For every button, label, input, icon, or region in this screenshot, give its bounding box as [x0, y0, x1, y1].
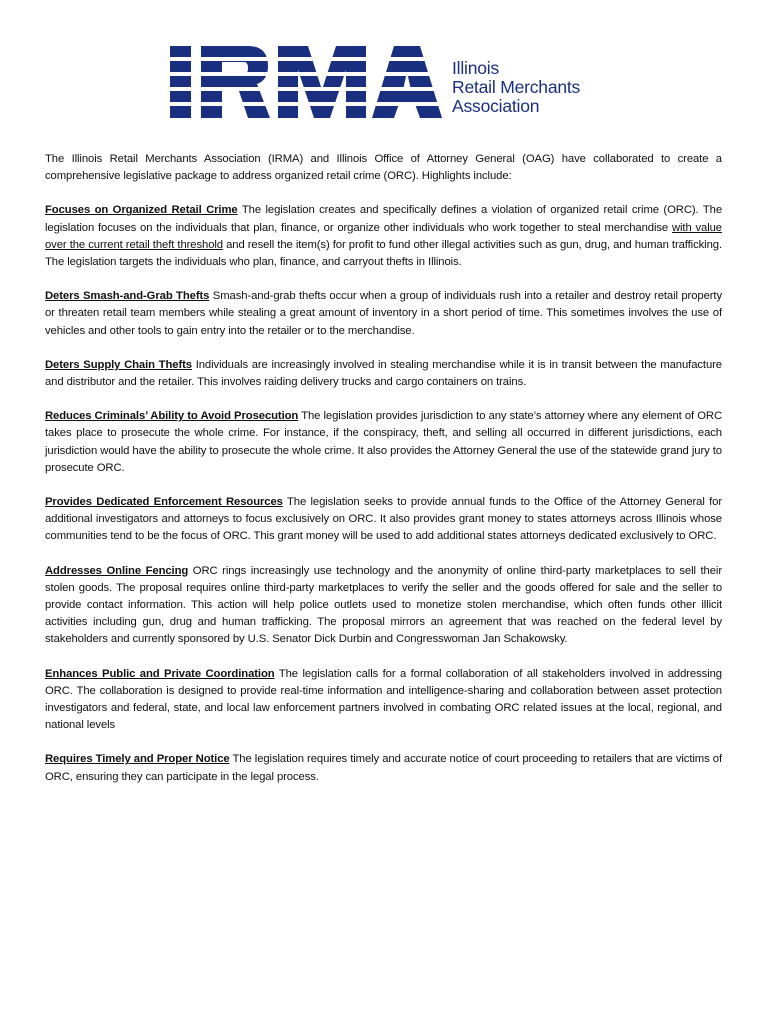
section-enforcement-resources — [45, 494, 722, 546]
section-text: Smash-and-grab thefts occur when a group of individuals rush into a retailer and destroy retail property or threaten retail team members while stealing a great amount of inventory in a short period of time. This sometimes involves the use of vehicles and other tools to gain entry into the retailer or to the merchandise. — [45, 290, 723, 337]
section-text: and resell the item(s) for profit to fund other illegal activities such as gun, drug, and human trafficking. The legislation targets the individuals who plan, finance, and carryout thefts in Illinois. — [45, 238, 722, 269]
intro-paragraph: The Illinois Retail Merchants Association (IRMA) and Illinois Office of Attorney General (OAG) have collaborated to create a comprehensive legislative package to address organized retail crime (ORC). Highlights include: — [45, 153, 722, 183]
section-heading: Enhances Public and Private Coordination — [45, 667, 275, 680]
section-heading: Deters Smash-and-Grab Thefts — [45, 290, 210, 303]
section-text: The legislation requires timely and accurate notice of court proceeding to retailers that are victims of ORC, ensuring they can participate in the legal process. — [45, 753, 722, 783]
section-heading: Addresses Online Fencing — [45, 564, 189, 577]
document-body — [45, 151, 722, 803]
association-name — [452, 59, 580, 116]
section-prosecution — [45, 408, 722, 477]
logo-line-retail-merchants: Retail Merchants — [452, 77, 581, 97]
section-text: The legislation provides jurisdiction to any state’s attorney where any element of ORC takes place to prosecute the whole crime. For instance, if the conspiracy, theft, and selling all occurred in different jurisdictions, each jurisdiction would have the ability to prosecute the whole crime. It also provides the Attorney General the use of the statewide grand jury to prosecute ORC. — [45, 410, 722, 474]
section-heading: Focuses on Organized Retail Crime — [45, 204, 238, 217]
section-supply-chain — [45, 357, 722, 391]
section-coordination — [45, 666, 722, 735]
section-text: The legislation creates and specifically defines a violation of organized retail crime (ORC). The legislation focuses on the individuals that plan, finance, or organize other individuals who work together to steal merchandise — [45, 204, 722, 234]
section-organized-retail-crime — [45, 202, 722, 271]
section-smash-and-grab — [45, 288, 722, 340]
underlined-phrase: with value over the current retail theft threshold — [45, 221, 722, 251]
section-text: Individuals are increasingly involved in stealing merchandise while it is in transit between the manufacture and distributor and the retailer. This involves raiding delivery trucks and cargo containers on trains. — [45, 358, 722, 389]
section-heading: Requires Timely and Proper Notice — [45, 753, 230, 766]
section-notice — [45, 751, 722, 785]
section-heading: Reduces Criminals’ Ability to Avoid Prosecution — [45, 410, 299, 423]
logo-line-association: Association — [452, 96, 540, 116]
section-text: The legislation calls for a formal collaboration of all stakeholders involved in addressing ORC. The collaboration is designed to provide real-time information and intelligence-sharing and collaboration between asset protection investigators and federal, state, and local law enforcement partners involved in combating ORC related issues at the local, regional, and national levels — [45, 667, 722, 732]
section-heading: Deters Supply Chain Thefts — [45, 358, 192, 371]
logo-line-illinois: Illinois — [452, 58, 500, 78]
section-text: ORC rings increasingly use technology and the anonymity of online third-party marketplaces to sell their stolen goods. The proposal requires online third-party marketplaces to verify the seller and the goods offered for sale and the seller to provide contact information. This action will help police outlets used to monetize stolen merchandise, which often funds other illicit activities including gun, drug and human trafficking. The proposal mirrors an agreement that was reached on the federal level by stakeholders and currently sponsored by U.S. Senator Dick Durbin and Congresswoman Jan Schakowsky. — [45, 564, 722, 646]
section-online-fencing — [45, 563, 722, 649]
irma-logo-mark — [170, 46, 442, 118]
irma-logo — [170, 42, 600, 122]
section-heading: Provides Dedicated Enforcement Resources — [45, 496, 283, 509]
section-text: The legislation seeks to provide annual funds to the Office of the Attorney General for additional investigators and attorneys to focus exclusively on ORC. It also provides grant money to states attorneys across Illinois whose communities tend to be the focus of ORC. This grant money will be used to add additional states attorneys dedicated exclusively to ORC. — [45, 496, 722, 543]
